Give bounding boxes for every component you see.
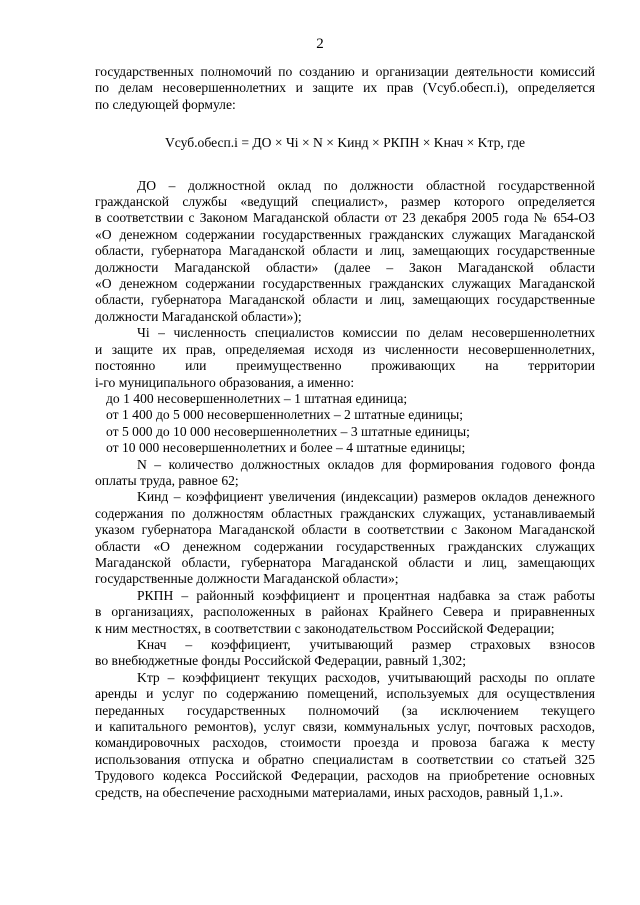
text-line: по следующей формуле: bbox=[95, 96, 236, 112]
text-line: по делам несовершеннолетних и защите их прав (Vсуб.обесп.i), определяется bbox=[95, 80, 595, 96]
text-line: i-го муниципального образования, а именно: bbox=[95, 374, 355, 390]
text-line: должности Магаданской области»); bbox=[95, 308, 302, 324]
text-line: командировочных расходов, стоимости проезда и провоза багажа к месту bbox=[95, 735, 595, 751]
text-line: содержания по должностям областных гражданских служащих, устанавливаемый bbox=[95, 505, 595, 521]
text-line: Kинд – коэффициент увеличения (индексации) размеров окладов денежного bbox=[137, 489, 595, 505]
list-item: от 10 000 несовершеннолетних и более – 4 штатные единицы; bbox=[106, 440, 466, 456]
text-line: в организациях, расположенных в районах Крайнего Севера и приравненных bbox=[95, 604, 595, 620]
formula: Vсуб.обесп.i = ДО × Чi × N × Kинд × РКПН × Kнач × Kтр, где bbox=[164, 135, 526, 151]
list-item: до 1 400 несовершеннолетних – 1 штатная единица; bbox=[106, 390, 408, 406]
text-line: переданных государственных полномочий (за исключением текущего bbox=[95, 702, 595, 718]
text-line: и капитального ремонтов), услуг связи, коммунальных услуг, почтовых расходов, bbox=[95, 719, 595, 735]
text-line: Магаданской области, губернатора Магаданской области и лиц, замещающих bbox=[95, 554, 595, 570]
text-line: Чi – численность специалистов комиссии по делам несовершеннолетних bbox=[137, 325, 595, 341]
text-line: области, губернатора Магаданской области и лиц, замещающих государственные bbox=[95, 243, 595, 259]
list-item: от 1 400 до 5 000 несовершеннолетних – 2 штатные единицы; bbox=[106, 407, 464, 423]
text-line: ДО – должностной оклад по должности областной государственной bbox=[137, 177, 595, 193]
text-line: государственные должности Магаданской области»; bbox=[95, 571, 399, 587]
list-item: от 5 000 до 10 000 несовершеннолетних – 3 штатные единицы; bbox=[106, 423, 470, 439]
text-line: указом губернатора Магаданской области в соответствии с Законом Магаданской bbox=[95, 522, 595, 538]
text-line: аренды и услуг по содержанию помещений, используемых для осуществления bbox=[95, 686, 595, 702]
document-body bbox=[95, 64, 595, 801]
text-line: гражданской службы «ведущий специалист», размер которого определяется bbox=[95, 194, 595, 210]
text-line: оплаты труда, равное 62; bbox=[95, 472, 239, 488]
text-line: во внебюджетные фонды Российской Федерации, равный 1,302; bbox=[95, 653, 466, 669]
text-line: использования отпуска и обратно специалистам в соответствии со статьей 325 bbox=[95, 751, 595, 767]
text-line: государственных полномочий по созданию и организации деятельности комиссий bbox=[95, 64, 595, 79]
text-line: «О денежном содержании государственных гражданских служащих Магаданской bbox=[95, 226, 595, 242]
text-line: средств, на обеспечение расходными материалами, иных расходов, равный 1,1.». bbox=[95, 784, 564, 800]
text-line: «О денежном содержании государственных гражданских служащих Магаданской bbox=[95, 276, 595, 292]
text-line: области, губернатора Магаданской области и лиц, замещающих государственные bbox=[95, 292, 595, 308]
text-line: Трудового кодекса Российской Федерации, расходов на приобретение основных bbox=[95, 768, 595, 784]
text-line: области «О денежном содержании государственных гражданских служащих bbox=[95, 538, 595, 554]
text-line: в соответствии с Законом Магаданской области от 23 декабря 2005 года № 654-ОЗ bbox=[95, 210, 595, 226]
text-line: постоянно или преимущественно проживающих на территории bbox=[95, 358, 595, 374]
page-number: 2 bbox=[316, 36, 324, 52]
text-line: и защите их прав, определяемая исходя из численности несовершеннолетних, bbox=[95, 341, 595, 357]
text-line: Kтр – коэффициент текущих расходов, учитывающий расходы по оплате bbox=[137, 669, 595, 685]
text-line: Kнач – коэффициент, учитывающий размер страховых взносов bbox=[137, 637, 595, 652]
text-line: должности Магаданской области» (далее – Закон Магаданской области bbox=[95, 259, 595, 275]
text-line: РКПН – районный коэффициент и процентная надбавка за стаж работы bbox=[137, 587, 595, 603]
text-line: N – количество должностных окладов для формирования годового фонда bbox=[137, 456, 595, 472]
text-line: к ним местностях, в соответствии с законодательством Российской Федерации; bbox=[95, 620, 555, 636]
